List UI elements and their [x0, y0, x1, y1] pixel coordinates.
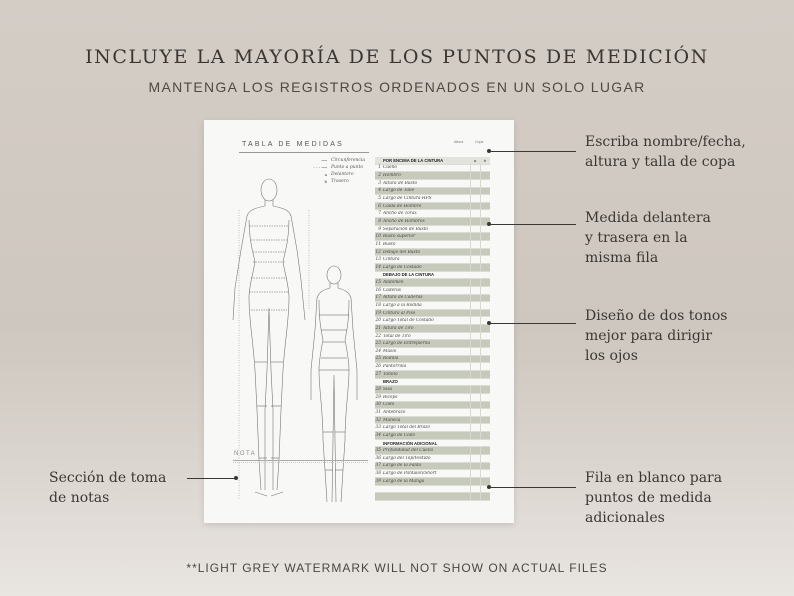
row-number: 33	[375, 425, 381, 431]
value-cell[interactable]	[470, 302, 480, 309]
row-label: Largo de Cintura-HPS	[383, 196, 432, 202]
legend-mark: b	[324, 179, 327, 184]
row-label: Busto superior	[383, 234, 416, 240]
value-cell[interactable]	[480, 249, 490, 256]
row-number: 2	[378, 173, 381, 179]
value-cell[interactable]	[470, 409, 480, 416]
value-cell[interactable]	[470, 249, 480, 256]
annotation-line: Diseño de dos tonos	[585, 308, 728, 324]
legend-mark: ⟶	[321, 158, 327, 163]
row-label: Codo	[383, 402, 395, 408]
table-row[interactable]	[375, 325, 490, 333]
col-b-label: b	[483, 157, 487, 163]
value-cell[interactable]	[480, 295, 490, 302]
value-cell[interactable]	[480, 279, 490, 286]
row-number: 6	[378, 203, 381, 209]
row-number: 12	[375, 249, 381, 255]
row-label: Largo de Pantalón/Short	[383, 471, 437, 477]
body-figure-illustration	[219, 170, 369, 510]
value-cell[interactable]	[480, 470, 490, 477]
value-cell[interactable]	[470, 279, 480, 286]
row-number: 21	[375, 325, 381, 331]
sheet-title: TABLA DE MEDIDAS	[242, 141, 344, 148]
table-row[interactable]	[375, 302, 490, 310]
row-label: Largo de Entrepierna	[383, 341, 431, 347]
row-label: Sisa	[383, 387, 393, 393]
table-row[interactable]	[375, 356, 490, 364]
table-row[interactable]	[375, 463, 490, 471]
table-row[interactable]	[375, 188, 490, 196]
row-label: Pantorrilla	[383, 364, 407, 370]
table-row[interactable]	[375, 172, 490, 180]
annotation-line: altura y talla de copa	[585, 154, 736, 170]
table-row[interactable]	[375, 470, 490, 478]
value-cell[interactable]	[470, 210, 480, 217]
table-row[interactable]	[375, 264, 490, 272]
row-number: 36	[375, 455, 381, 461]
row-number: 8	[378, 218, 381, 224]
measurement-table	[375, 157, 490, 501]
col-a-label: a	[473, 157, 477, 163]
table-row[interactable]	[375, 394, 490, 402]
value-cell[interactable]	[480, 241, 490, 248]
value-cell[interactable]	[470, 233, 480, 240]
value-cell[interactable]	[470, 226, 480, 233]
row-label: Largo de la Manga	[383, 478, 425, 484]
row-label: Largo Total de Costado	[383, 318, 434, 324]
row-label: Altura de Busto	[383, 180, 418, 186]
value-cell[interactable]	[480, 356, 490, 363]
blank-row[interactable]	[375, 486, 490, 494]
row-label: Caderas	[383, 287, 401, 293]
annotation-line: de notas	[49, 490, 110, 506]
row-label: Cintura al Piso	[383, 310, 416, 316]
value-cell[interactable]	[480, 203, 490, 210]
row-label: Largo del Top/Vestido	[383, 455, 431, 461]
value-cell[interactable]	[480, 325, 490, 332]
row-label: Antebrazo	[383, 409, 406, 415]
row-number: 18	[375, 302, 381, 308]
value-cell[interactable]	[480, 417, 490, 424]
legend-mark: a	[324, 172, 327, 177]
value-cell[interactable]	[470, 325, 480, 332]
row-label: Hombro	[383, 173, 401, 179]
legend-mark: - - - ⟶	[313, 165, 327, 170]
table-row[interactable]	[375, 295, 490, 303]
row-number: 13	[375, 257, 381, 263]
value-cell[interactable]	[470, 188, 480, 195]
value-cell[interactable]	[470, 180, 480, 187]
row-number: 16	[375, 287, 381, 293]
value-cell[interactable]	[480, 424, 490, 431]
row-number: 9	[378, 226, 381, 232]
value-cell[interactable]	[480, 333, 490, 340]
table-row[interactable]	[375, 455, 490, 463]
value-cell[interactable]	[470, 295, 480, 302]
row-label: Altura de Tiro	[383, 325, 414, 331]
row-label: Debajo del Busto	[383, 249, 421, 255]
annotation-line: adicionales	[585, 510, 665, 526]
value-cell[interactable]	[480, 210, 490, 217]
main-heading: INCLUYE LA MAYORÍA DE LOS PUNTOS DE MEDICIÓN	[85, 46, 709, 68]
value-cell[interactable]	[480, 302, 490, 309]
value-cell[interactable]	[480, 493, 490, 500]
row-number: 1	[378, 165, 381, 171]
table-row[interactable]	[375, 348, 490, 356]
value-cell[interactable]	[470, 493, 480, 500]
value-cell[interactable]	[480, 432, 490, 439]
value-cell[interactable]	[480, 394, 490, 401]
table-row[interactable]	[375, 333, 490, 341]
value-cell[interactable]	[470, 241, 480, 248]
row-number: 19	[375, 310, 381, 316]
callout-dot	[234, 476, 238, 480]
legend-label: Trasero	[331, 179, 349, 184]
table-row[interactable]	[375, 386, 490, 394]
table-row[interactable]	[375, 310, 490, 318]
value-cell[interactable]	[470, 470, 480, 477]
value-cell[interactable]	[470, 417, 480, 424]
annotation-line: Escriba nombre/fecha,	[585, 134, 746, 150]
row-number: 4	[378, 188, 381, 194]
blank-row[interactable]	[375, 493, 490, 501]
annotation-line: Sección de toma	[49, 470, 167, 486]
value-cell[interactable]	[470, 218, 480, 225]
row-number: 5	[378, 196, 381, 202]
row-number: 25	[375, 356, 381, 362]
value-cell[interactable]	[480, 478, 490, 485]
legend-label: Circunferencia	[331, 158, 366, 163]
row-number: 20	[375, 318, 381, 324]
annotation-line: Medida delantera	[585, 210, 711, 226]
value-cell[interactable]	[470, 264, 480, 271]
value-cell[interactable]	[480, 195, 490, 202]
row-label: Muñeca	[383, 417, 401, 423]
row-number: 23	[375, 341, 381, 347]
table-row[interactable]	[375, 478, 490, 486]
value-cell[interactable]	[480, 402, 490, 409]
annotation-line: puntos de medida	[585, 490, 712, 506]
row-number: 14	[375, 264, 381, 270]
row-label: Largo de la Falda	[383, 463, 422, 469]
row-label: Muslo	[383, 348, 397, 354]
row-number: 17	[375, 295, 381, 301]
row-number: 26	[375, 364, 381, 370]
value-cell[interactable]	[480, 310, 490, 317]
value-cell[interactable]	[470, 172, 480, 179]
annotation-front-back	[585, 208, 711, 268]
row-label: Separación de Busto	[383, 226, 429, 232]
table-row[interactable]	[375, 424, 490, 432]
value-cell[interactable]	[480, 226, 490, 233]
col-header-altura: Altura	[454, 140, 464, 144]
value-cell[interactable]	[470, 256, 480, 263]
value-cell[interactable]	[470, 402, 480, 409]
row-number: 38	[375, 471, 381, 477]
notes-rule	[233, 460, 368, 461]
value-cell[interactable]	[480, 180, 490, 187]
row-number: 31	[375, 409, 381, 415]
value-cell[interactable]	[470, 386, 480, 393]
table-row[interactable]	[375, 402, 490, 410]
legend-label: Punto a punto	[331, 165, 364, 170]
section-header	[375, 272, 490, 280]
annotation-line: mejor para dirigir	[585, 328, 713, 344]
annotation-blank-row	[585, 468, 722, 528]
subheading: MANTENGA LOS REGISTROS ORDENADOS EN UN SOLO LUGAR	[148, 79, 646, 95]
value-cell[interactable]	[470, 478, 480, 485]
table-row[interactable]	[375, 256, 490, 264]
section-title: DEBAJO DE LA CINTURA	[383, 272, 435, 278]
title-rule	[239, 152, 369, 153]
row-label: Largo de Costado	[383, 264, 422, 270]
table-row[interactable]	[375, 241, 490, 249]
row-number: 27	[375, 371, 381, 377]
row-label: Abdomen	[383, 280, 404, 286]
value-cell[interactable]	[470, 363, 480, 370]
value-cell[interactable]	[470, 195, 480, 202]
table-row[interactable]	[375, 195, 490, 203]
row-label: Total de Tiro	[383, 333, 411, 339]
value-cell[interactable]	[480, 165, 490, 172]
row-label: Ancho de Tórax	[383, 211, 417, 217]
row-label: Largo a la Rodilla	[383, 302, 422, 308]
table-row[interactable]	[375, 340, 490, 348]
row-label: Cintura	[383, 257, 400, 263]
row-number: 15	[375, 280, 381, 286]
annotation-line: y trasera en la	[585, 230, 688, 246]
value-cell[interactable]	[480, 447, 490, 454]
row-number: 11	[375, 241, 381, 247]
row-label: Largo Total del Brazo	[383, 425, 430, 431]
value-cell[interactable]	[470, 394, 480, 401]
section-header	[375, 157, 490, 165]
row-label: Busto	[383, 241, 396, 247]
row-label: Caída de Hombro	[383, 203, 422, 209]
row-number: 32	[375, 417, 381, 423]
annotation-line: misma fila	[585, 250, 659, 266]
value-cell[interactable]	[470, 310, 480, 317]
row-number: 22	[375, 333, 381, 339]
value-cell[interactable]	[480, 363, 490, 370]
value-cell[interactable]	[470, 371, 480, 378]
value-cell[interactable]	[470, 203, 480, 210]
table-row[interactable]	[375, 233, 490, 241]
row-number: 7	[378, 211, 381, 217]
legend-label: Delantero	[331, 172, 354, 177]
value-cell[interactable]	[480, 264, 490, 271]
table-row[interactable]	[375, 432, 490, 440]
table-row[interactable]	[375, 210, 490, 218]
notes-area[interactable]	[233, 462, 368, 512]
row-number: 10	[375, 234, 381, 240]
row-label: Largo de Codo	[383, 432, 416, 438]
value-cell[interactable]	[470, 356, 480, 363]
table-row[interactable]	[375, 417, 490, 425]
row-number: 30	[375, 402, 381, 408]
measurement-sheet	[204, 120, 514, 523]
value-cell[interactable]	[470, 165, 480, 172]
value-cell[interactable]	[470, 287, 480, 294]
callout-line	[187, 478, 235, 479]
row-number: 37	[375, 463, 381, 469]
callout-line	[489, 487, 576, 488]
annotation-line: Fila en blanco para	[585, 470, 723, 486]
row-number: 34	[375, 432, 381, 438]
section-header	[375, 379, 490, 387]
row-number: 29	[375, 394, 381, 400]
col-header-copa: Copa	[475, 140, 484, 144]
row-label: Altura de Caderas	[383, 295, 423, 301]
table-row[interactable]	[375, 180, 490, 188]
value-cell[interactable]	[480, 386, 490, 393]
value-cell[interactable]	[470, 317, 480, 324]
value-cell[interactable]	[480, 172, 490, 179]
section-title: INFORMACIÓN ADICIONAL	[383, 440, 438, 446]
table-row[interactable]	[375, 226, 490, 234]
annotation-line: los ojos	[585, 348, 638, 364]
value-cell[interactable]	[470, 486, 480, 493]
value-cell[interactable]	[480, 463, 490, 470]
callout-line	[489, 224, 576, 225]
value-cell[interactable]	[470, 348, 480, 355]
value-cell[interactable]	[470, 447, 480, 454]
row-label: Tobillo	[383, 371, 398, 377]
table-row[interactable]	[375, 317, 490, 325]
value-cell[interactable]	[480, 233, 490, 240]
table-row[interactable]	[375, 218, 490, 226]
section-title: BRAZO	[383, 379, 398, 385]
value-cell[interactable]	[470, 424, 480, 431]
table-row[interactable]	[375, 409, 490, 417]
notes-label: NOTA	[234, 451, 257, 457]
table-row[interactable]	[375, 371, 490, 379]
row-number: 24	[375, 348, 381, 354]
section-header	[375, 440, 490, 448]
table-row[interactable]	[375, 447, 490, 455]
row-label: Largo de Talle	[383, 188, 415, 194]
value-cell[interactable]	[470, 455, 480, 462]
table-row[interactable]	[375, 249, 490, 257]
section-title: POR ENCIMA DE LA CINTURA	[383, 157, 444, 163]
value-cell[interactable]	[470, 333, 480, 340]
callout-line	[489, 323, 576, 324]
value-cell[interactable]	[480, 188, 490, 195]
value-cell[interactable]	[470, 463, 480, 470]
row-label: Profundidad del Cuello	[383, 448, 434, 454]
table-row[interactable]	[375, 287, 490, 295]
value-cell[interactable]	[480, 256, 490, 263]
value-cell[interactable]	[480, 340, 490, 347]
row-number: 3	[378, 180, 381, 186]
value-cell[interactable]	[480, 371, 490, 378]
row-label: Ancho de Hombros	[383, 218, 425, 224]
row-label: Rodilla	[383, 356, 399, 362]
value-cell[interactable]	[480, 287, 490, 294]
row-number: 28	[375, 387, 381, 393]
value-cell[interactable]	[480, 409, 490, 416]
callout-line	[489, 151, 576, 152]
table-row[interactable]	[375, 203, 490, 211]
watermark-footnote: **LIGHT GREY WATERMARK WILL NOT SHOW ON ACTUAL FILES	[186, 561, 608, 575]
row-label: Bíceps	[383, 394, 398, 400]
table-row[interactable]	[375, 165, 490, 173]
value-cell[interactable]	[480, 455, 490, 462]
row-number: 39	[375, 478, 381, 484]
value-cell[interactable]	[470, 432, 480, 439]
row-number: 35	[375, 448, 381, 454]
value-cell[interactable]	[470, 340, 480, 347]
legend-row	[307, 157, 365, 164]
table-row[interactable]	[375, 363, 490, 371]
annotation-notes	[49, 468, 166, 508]
annotation-name-date	[585, 132, 746, 172]
row-label: Cuello	[383, 165, 397, 171]
value-cell[interactable]	[480, 348, 490, 355]
table-row[interactable]	[375, 279, 490, 287]
annotation-two-tone	[585, 306, 727, 366]
